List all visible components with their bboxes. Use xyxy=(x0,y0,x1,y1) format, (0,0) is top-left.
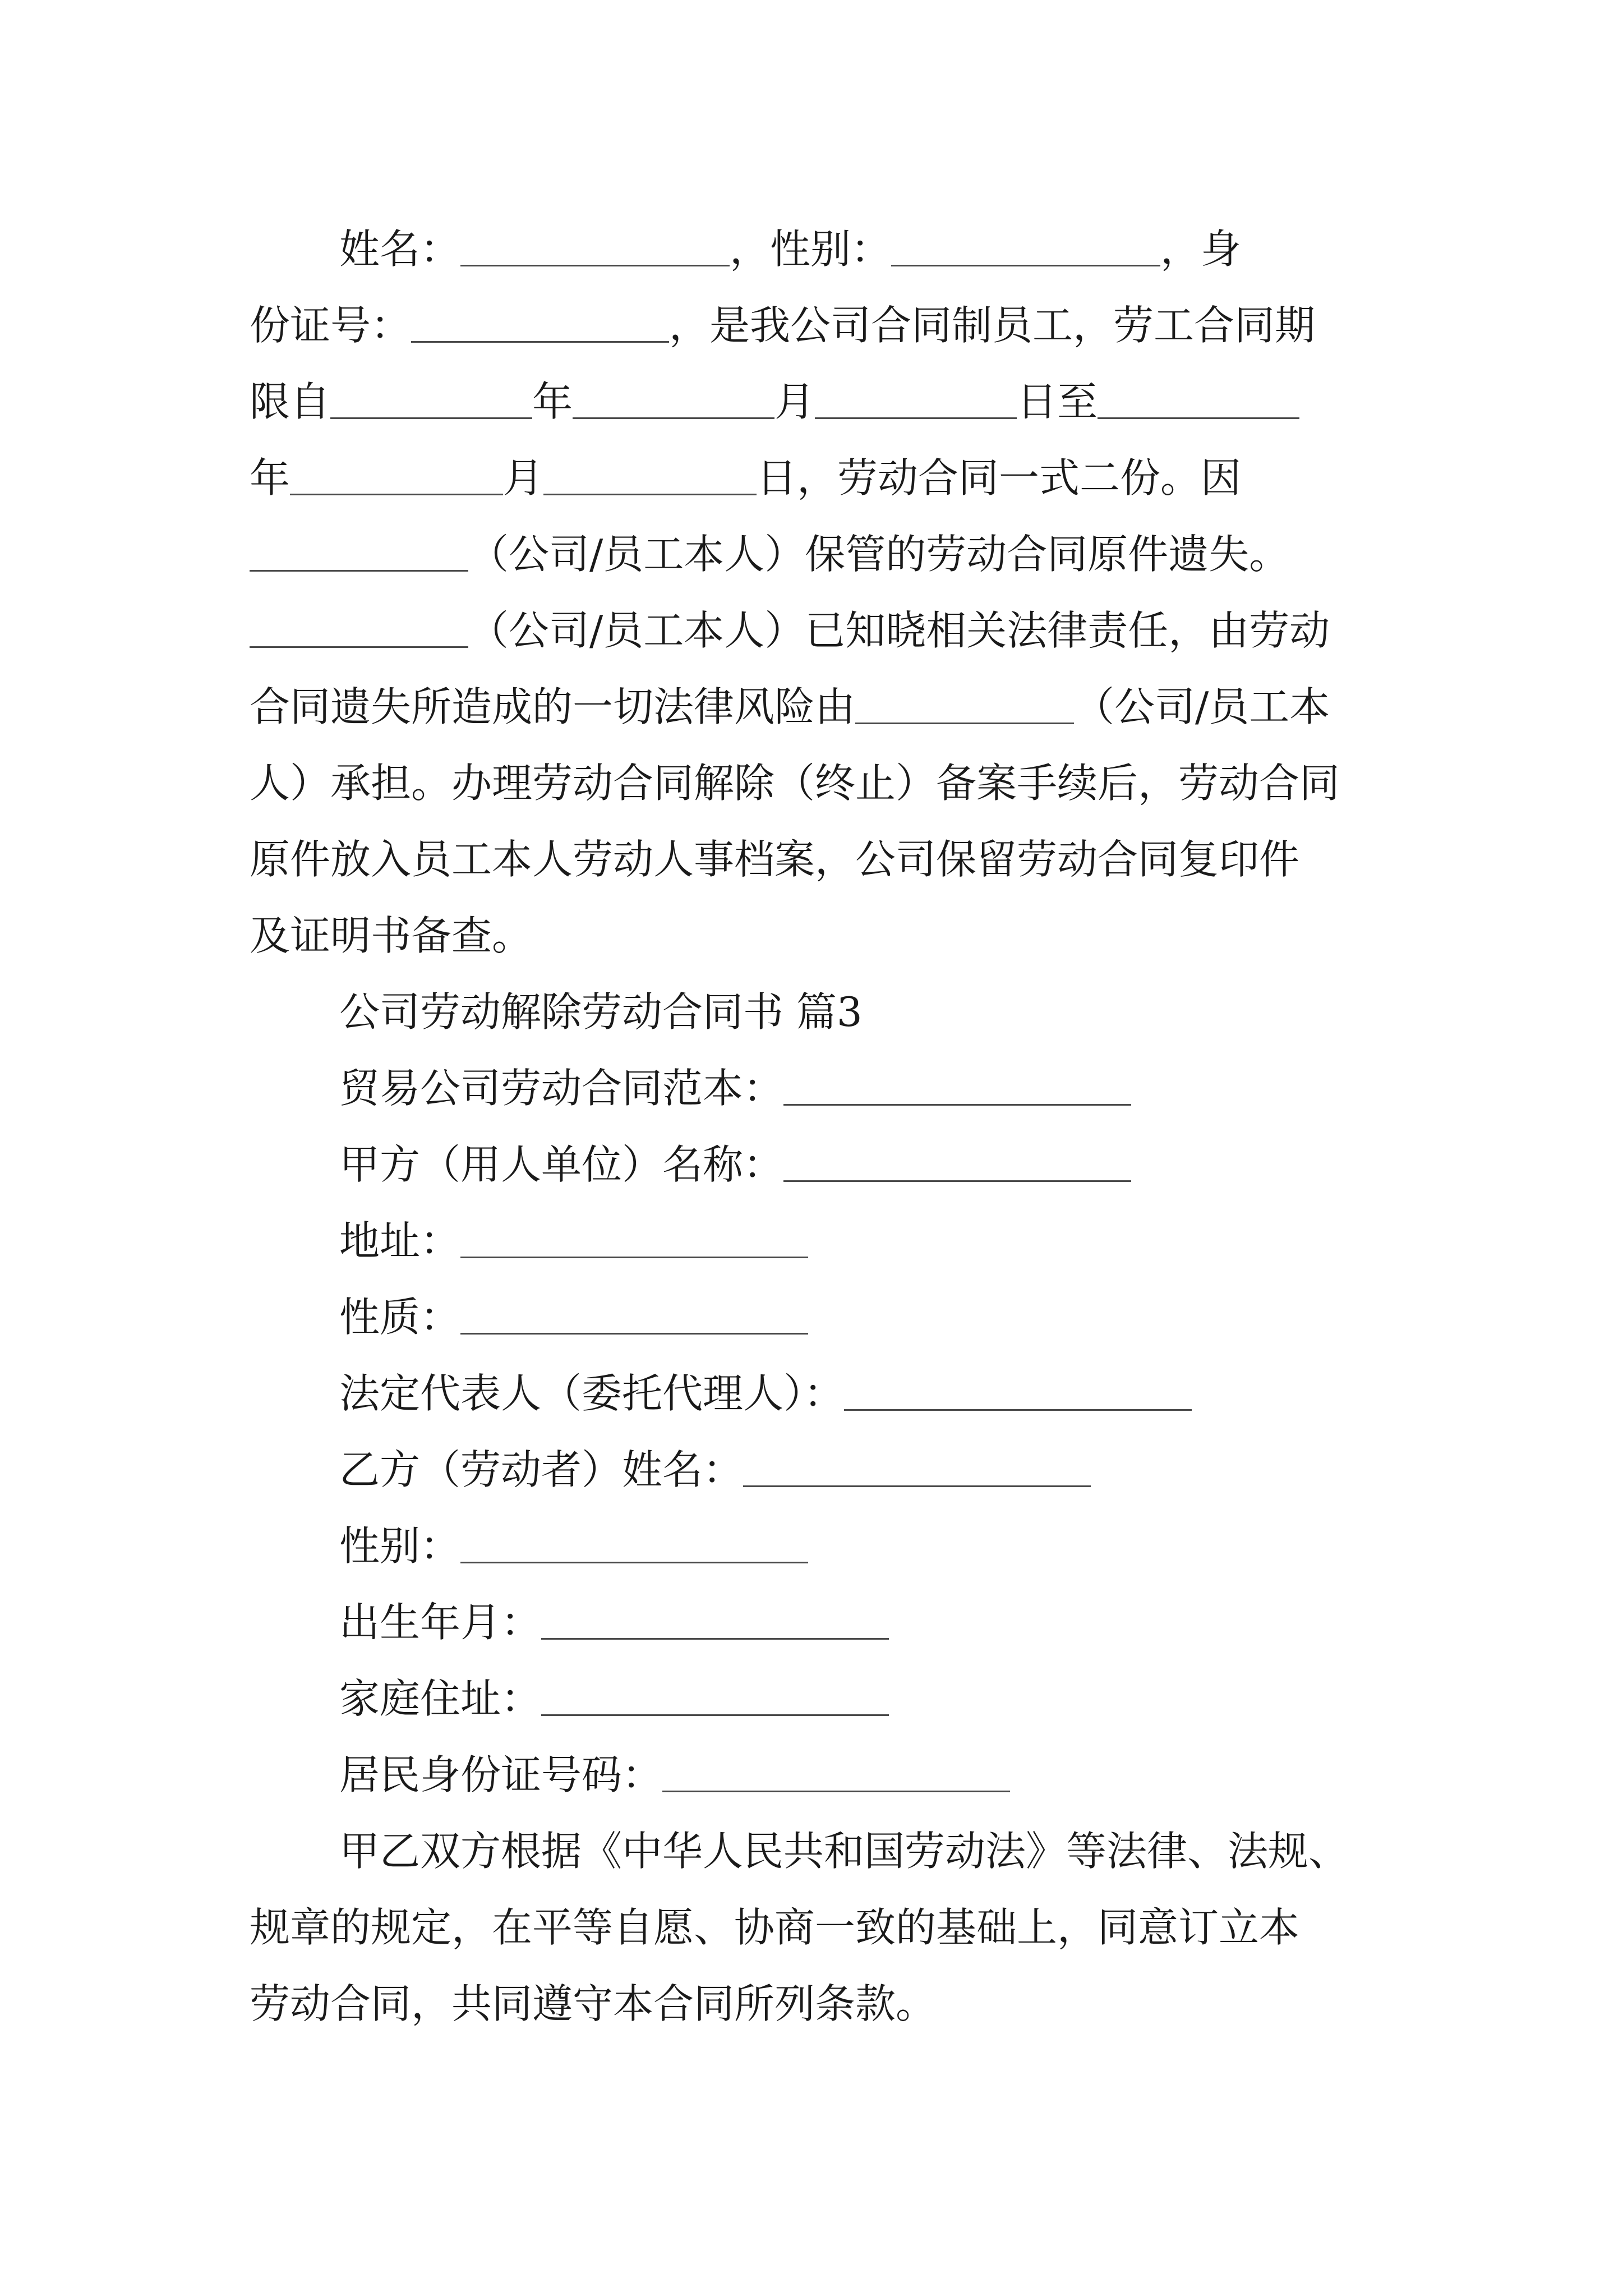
text-segment: 人）承担。办理劳动合同解除（终止）备案手续后，劳动合同 xyxy=(250,760,1340,807)
fill-in-blank xyxy=(460,1215,808,1258)
fill-in-blank xyxy=(543,452,757,495)
fill-in-blank xyxy=(783,1139,1131,1182)
text-segment: 家庭住址： xyxy=(339,1675,542,1722)
text-segment: 合同遗失所造成的一切法律风险由 xyxy=(250,683,856,730)
text-segment: 月 xyxy=(503,454,544,501)
text-segment: 乙方（劳动者）姓名： xyxy=(339,1446,744,1493)
fill-in-blank xyxy=(330,376,532,419)
text-segment: 规章的规定，在平等自愿、协商一致的基础上，同意订立本 xyxy=(250,1904,1300,1951)
text-line xyxy=(250,681,1330,733)
text-line xyxy=(339,1368,1192,1419)
text-line xyxy=(250,1902,1299,1953)
text-line xyxy=(250,1978,936,2030)
text-line xyxy=(250,605,1330,656)
text-segment: （公司/员工本人）保管的劳动合同原件遗失。 xyxy=(468,531,1290,578)
text-line xyxy=(250,452,1241,504)
fill-in-blank xyxy=(1098,376,1299,419)
text-segment: （公司/员工本 xyxy=(1074,683,1330,730)
fill-in-blank xyxy=(573,376,774,419)
text-segment: 原件放入员工本人劳动人事档案，公司保留劳动合同复印件 xyxy=(250,836,1300,883)
text-line xyxy=(339,1825,1349,1877)
text-segment: ，身 xyxy=(1160,226,1242,273)
text-segment: 性质： xyxy=(339,1294,461,1341)
text-line xyxy=(339,223,1241,275)
fill-in-blank xyxy=(541,1596,889,1640)
fill-in-blank xyxy=(250,528,468,572)
fill-in-blank xyxy=(290,452,503,495)
fill-in-blank xyxy=(460,1520,808,1563)
fill-in-blank xyxy=(541,1673,889,1716)
text-segment: 贸易公司劳动合同范本： xyxy=(339,1065,784,1112)
fill-in-blank xyxy=(662,1749,1010,1792)
text-segment: 日至 xyxy=(1017,378,1098,425)
text-line xyxy=(250,376,1299,427)
text-line xyxy=(339,1596,889,1648)
text-segment: 甲乙双方根据《中华人民共和国劳动法》等法律、法规、 xyxy=(339,1828,1349,1875)
text-segment: 公司劳动解除劳动合同书 篇3 xyxy=(339,988,863,1036)
text-line xyxy=(250,757,1340,809)
text-line xyxy=(339,1444,1091,1496)
fill-in-blank xyxy=(411,300,669,343)
text-segment: 出生年月： xyxy=(339,1599,542,1646)
text-line xyxy=(339,1062,1131,1114)
text-line xyxy=(250,528,1289,580)
text-segment: 法定代表人（委托代理人）： xyxy=(339,1370,845,1417)
text-segment: ，性别： xyxy=(730,226,892,273)
text-segment: ，是我公司合同制员工，劳工合同期 xyxy=(669,302,1316,349)
text-segment: 性别： xyxy=(339,1522,461,1570)
text-segment: （公司/员工本人）已知晓相关法律责任，由劳动 xyxy=(468,607,1330,654)
text-line xyxy=(339,1520,808,1572)
text-segment: 甲方（用人单位）名称： xyxy=(339,1141,784,1188)
text-line xyxy=(339,986,863,1038)
text-line xyxy=(339,1749,1010,1801)
text-segment: 年 xyxy=(250,454,291,501)
fill-in-blank xyxy=(783,1062,1131,1106)
fill-in-blank xyxy=(815,376,1017,419)
text-segment: 姓名： xyxy=(339,226,461,273)
fill-in-blank xyxy=(460,223,730,266)
text-segment: 日，劳动合同一式二份。因 xyxy=(757,454,1242,501)
text-segment: 份证号： xyxy=(250,302,412,349)
fill-in-blank xyxy=(844,1368,1192,1411)
text-segment: 居民身份证号码： xyxy=(339,1751,663,1798)
text-line xyxy=(250,834,1299,885)
fill-in-blank xyxy=(460,1291,808,1335)
text-segment: 劳动合同，共同遵守本合同所列条款。 xyxy=(250,1980,937,2027)
text-line xyxy=(339,1139,1131,1190)
fill-in-blank xyxy=(891,223,1160,266)
text-line xyxy=(339,1215,808,1267)
text-segment: 地址： xyxy=(339,1217,461,1264)
text-line xyxy=(250,910,532,961)
text-line xyxy=(250,300,1315,351)
fill-in-blank xyxy=(855,681,1074,724)
fill-in-blank xyxy=(743,1444,1091,1487)
text-line xyxy=(339,1291,808,1343)
text-segment: 限自 xyxy=(250,378,331,425)
text-segment: 及证明书备查。 xyxy=(250,912,533,959)
text-segment: 年 xyxy=(532,378,573,425)
text-segment: 月 xyxy=(774,378,815,425)
text-line xyxy=(339,1673,889,1724)
fill-in-blank xyxy=(250,605,468,648)
